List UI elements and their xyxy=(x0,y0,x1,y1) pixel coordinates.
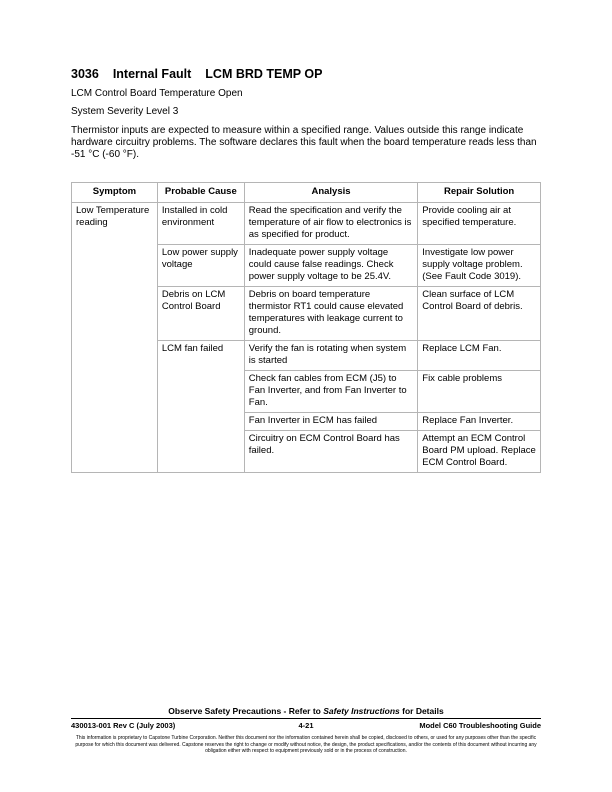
cause-cell: Debris on LCM Control Board xyxy=(157,287,244,341)
analysis-cell: Inadequate power supply voltage could cause false readings. Check power supply voltage to be 25.4V. xyxy=(244,245,418,287)
analysis-cell: Fan Inverter in ECM has failed xyxy=(244,413,418,431)
header-symptom: Symptom xyxy=(72,183,158,203)
fault-name: LCM BRD TEMP OP xyxy=(205,67,323,81)
safety-instructions-ref: Safety Instructions xyxy=(323,706,400,716)
document-title: Model C60 Troubleshooting Guide xyxy=(419,721,541,730)
solution-cell: Replace Fan Inverter. xyxy=(418,413,541,431)
symptom-cell: Low Temperature reading xyxy=(72,203,158,473)
table-row xyxy=(72,203,541,245)
header-analysis: Analysis xyxy=(244,183,418,203)
footer-divider xyxy=(71,718,541,719)
cause-cell: Installed in cold environment xyxy=(157,203,244,245)
analysis-cell: Check fan cables from ECM (J5) to Fan Inverter, and from Fan Inverter to Fan. xyxy=(244,371,418,413)
solution-cell: Investigate low power supply voltage problem. (See Fault Code 3019). xyxy=(418,245,541,287)
solution-cell: Attempt an ECM Control Board PM upload. Replace ECM Control Board. xyxy=(418,431,541,473)
fault-category: Internal Fault xyxy=(112,67,192,81)
solution-cell: Clean surface of LCM Control Board of debris. xyxy=(418,287,541,341)
analysis-cell: Debris on board temperature thermistor RT1 could cause elevated temperatures with leakage current to ground. xyxy=(244,287,418,341)
troubleshooting-table xyxy=(71,182,541,473)
header-repair-solution: Repair Solution xyxy=(418,183,541,203)
analysis-cell: Verify the fan is rotating when system is started xyxy=(244,341,418,371)
table-header-row xyxy=(72,183,541,203)
solution-cell: Provide cooling air at specified temperature. xyxy=(418,203,541,245)
solution-cell: Replace LCM Fan. xyxy=(418,341,541,371)
solution-cell: Fix cable problems xyxy=(418,371,541,413)
header-probable-cause: Probable Cause xyxy=(157,183,244,203)
fault-description: Thermistor inputs are expected to measure within a specified range. Values outside this range indicate hardware circuitry problems. The software declares this fault when the board temperature reads less than -51 °C (-60 °F). xyxy=(71,125,537,160)
cause-cell: Low power supply voltage xyxy=(157,245,244,287)
severity-level: System Severity Level 3 xyxy=(71,106,179,117)
legal-notice: This information is proprietary to Capstone Turbine Corporation. Neither this document nor the information contained herein shall be copied, disclosed to others, or used for any purposes other than the specific purpose for which this document was delivered. Capstone reserves the right to change or modify without notice, the design, the product specifications, and/or the contents of this document without incurring any obligation either with respect to equipment previously sold or in the process of construction. xyxy=(75,735,537,754)
analysis-cell: Read the specification and verify the temperature of air flow to electronics is as specified for product. xyxy=(244,203,418,245)
page-title xyxy=(71,67,336,81)
fault-code: 3036 xyxy=(71,67,99,81)
safety-note: Observe Safety Precautions - Refer to Safety Instructions for Details xyxy=(168,706,444,716)
fault-subtitle: LCM Control Board Temperature Open xyxy=(71,88,243,99)
document-number: 430013-001 Rev C (July 2003) xyxy=(71,721,176,730)
page-number: 4-21 xyxy=(298,721,314,730)
cause-cell: LCM fan failed xyxy=(157,341,244,473)
analysis-cell: Circuitry on ECM Control Board has failed. xyxy=(244,431,418,473)
